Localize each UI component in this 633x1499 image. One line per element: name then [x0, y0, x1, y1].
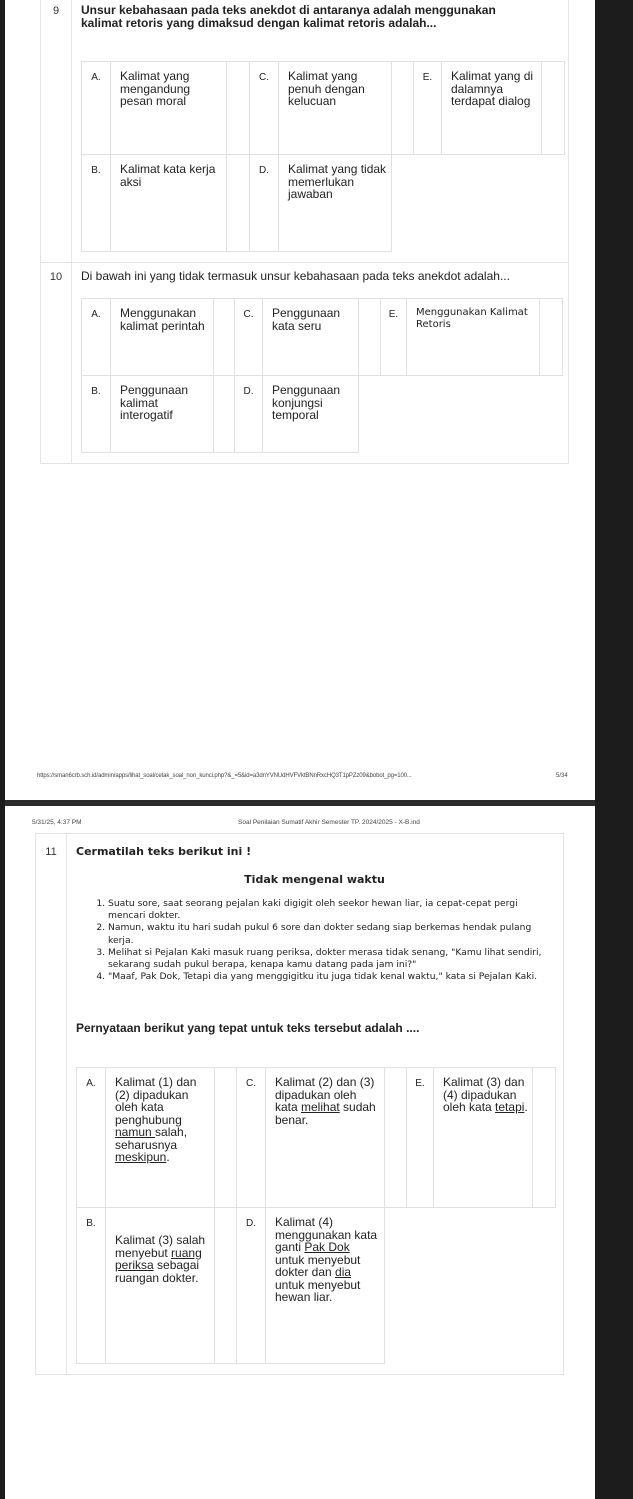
option-c[interactable]: Penggunaan kata seru — [263, 299, 359, 376]
option-d-label: D. — [250, 155, 279, 252]
underlined-word: melihat — [301, 1100, 340, 1114]
option-e[interactable]: Kalimat yang di dalamnya terdapat dialog — [442, 62, 542, 155]
question-number: 10 — [49, 271, 63, 283]
option-a[interactable]: Kalimat yang mengandung pesan moral — [111, 62, 227, 155]
question-divider — [41, 262, 568, 263]
number-column — [36, 834, 67, 1374]
option-c-label: C. — [237, 1068, 266, 1208]
underlined-word: namun — [115, 1125, 156, 1139]
underlined-word: meskipun — [115, 1150, 167, 1164]
option-b[interactable] — [106, 1208, 215, 1364]
option-d-text: Kalimat (4) menggunakan kata ganti — [275, 1215, 378, 1254]
passage-sentence-4: 4. "Maaf, Pak Dok, Tetapi dia yang menggigitku itu juga tidak kenal waktu," kata si Pejalan Kaki. — [108, 971, 555, 983]
option-e-text: Kalimat (3) dan (4) dipadukan oleh kata — [443, 1075, 525, 1114]
option-a-label: A. — [82, 62, 111, 155]
option-b-label: B. — [77, 1208, 106, 1364]
option-d[interactable]: Kalimat yang tidak memerlukan jawaban — [279, 155, 392, 252]
option-c-text: sudah benar. — [275, 1100, 376, 1127]
option-d-text: untuk menyebut dokter dan — [275, 1252, 361, 1279]
print-header-datetime: 5/31/25, 4:37 PM — [32, 819, 82, 826]
option-d[interactable]: Penggunaan konjungsi temporal — [263, 376, 359, 453]
option-c-label: C. — [250, 62, 279, 155]
page-indicator: 5/34 — [556, 773, 568, 779]
options-table — [81, 61, 565, 252]
passage-sentence-2: 2. Namun, waktu itu hari sudah pukul 6 sore dan dokter sedang siap berkemas hendak pulang kerja. — [108, 922, 555, 946]
option-a-text: salah, seharusnya — [115, 1125, 188, 1152]
option-e-label: E. — [414, 62, 442, 155]
options-table — [81, 298, 563, 453]
option-c[interactable] — [266, 1068, 385, 1208]
option-a[interactable]: Menggunakan kalimat perintah — [111, 299, 214, 376]
underlined-word: dia — [335, 1265, 352, 1279]
question-text: Di bawah ini yang tidak termasuk unsur kebahasaan pada teks anekdot adalah... — [81, 269, 510, 283]
number-column — [41, 0, 72, 463]
question-table — [40, 0, 569, 464]
option-e-label: E. — [407, 1068, 434, 1208]
option-e[interactable]: Menggunakan Kalimat Retoris — [407, 299, 540, 376]
option-e-label: E. — [381, 299, 407, 376]
underlined-word: tetapi — [495, 1100, 525, 1114]
option-b-text: Kalimat (3) salah menyebut — [115, 1233, 206, 1260]
option-b-label: B. — [82, 376, 111, 453]
question-table — [35, 833, 564, 1375]
option-a-text: . — [166, 1150, 170, 1164]
print-header-title: Soal Penilaian Sumatif Akhir Semester TP. 2024/2025 - X-B.ind — [238, 819, 420, 826]
question-instruction: Cermatilah teks berikut ini ! — [76, 845, 252, 858]
option-a-text: Kalimat (1) dan (2) dipadukan oleh kata penghubung — [115, 1075, 197, 1127]
question-number: 9 — [52, 5, 60, 17]
underlined-word: Pak Dok — [304, 1240, 350, 1254]
option-d-label: D. — [235, 376, 263, 453]
question-number: 11 — [45, 846, 57, 858]
question-text: Pernyataan berikut yang tepat untuk teks tersebut adalah .... — [76, 1021, 420, 1035]
option-e-text: . — [524, 1100, 528, 1114]
option-c-label: C. — [235, 299, 263, 376]
option-a[interactable] — [106, 1068, 215, 1208]
passage-title: Tidak mengenal waktu — [244, 873, 385, 886]
print-footer-url: https://sman6crb.sch.id/admin/apps/lihat_soal/cetak_soal_non_kunci.php?&_=5&id=a3dnYVNUdHVFVktBNnRxcHQ3T1pPZz09&bobot_pg=100... — [37, 773, 412, 779]
print-page-5 — [5, 0, 595, 800]
option-b-text: sebagai ruangan dokter. — [115, 1258, 200, 1285]
option-d[interactable] — [266, 1208, 385, 1364]
option-d-label: D. — [237, 1208, 266, 1364]
option-b[interactable]: Kalimat kata kerja aksi — [111, 155, 227, 252]
question-text: Unsur kebahasaan pada teks anekdot di antaranya adalah menggunakan kalimat retoris yang dimaksud dengan kalimat retoris adalah... — [81, 3, 496, 30]
option-b[interactable]: Penggunaan kalimat interogatif — [111, 376, 214, 453]
option-a-label: A. — [77, 1068, 106, 1208]
passage-sentence-1: 1. Suatu sore, saat seorang pejalan kaki digigit oleh seekor hewan liar, ia cepat-cepat pergi mencari dokter. — [108, 898, 555, 922]
option-c-text: Kalimat (2) dan (3) dipadukan oleh kata — [275, 1075, 375, 1114]
passage-sentence-3: 3. Melihat si Pejalan Kaki masuk ruang periksa, dokter merasa tidak senang, "Kamu lihat sendiri, sekarang sudah pukul berapa, kenapa kamu datang pada jam ini?" — [108, 947, 555, 971]
option-e[interactable] — [434, 1068, 533, 1208]
passage-list — [94, 898, 555, 983]
options-table — [76, 1067, 556, 1364]
option-b-label: B. — [82, 155, 111, 252]
underlined-word: ruang periksa — [115, 1245, 202, 1272]
option-a-label: A. — [82, 299, 111, 376]
option-d-text: untuk menyebut hewan liar. — [275, 1277, 361, 1304]
option-c[interactable]: Kalimat yang penuh dengan kelucuan — [279, 62, 392, 155]
